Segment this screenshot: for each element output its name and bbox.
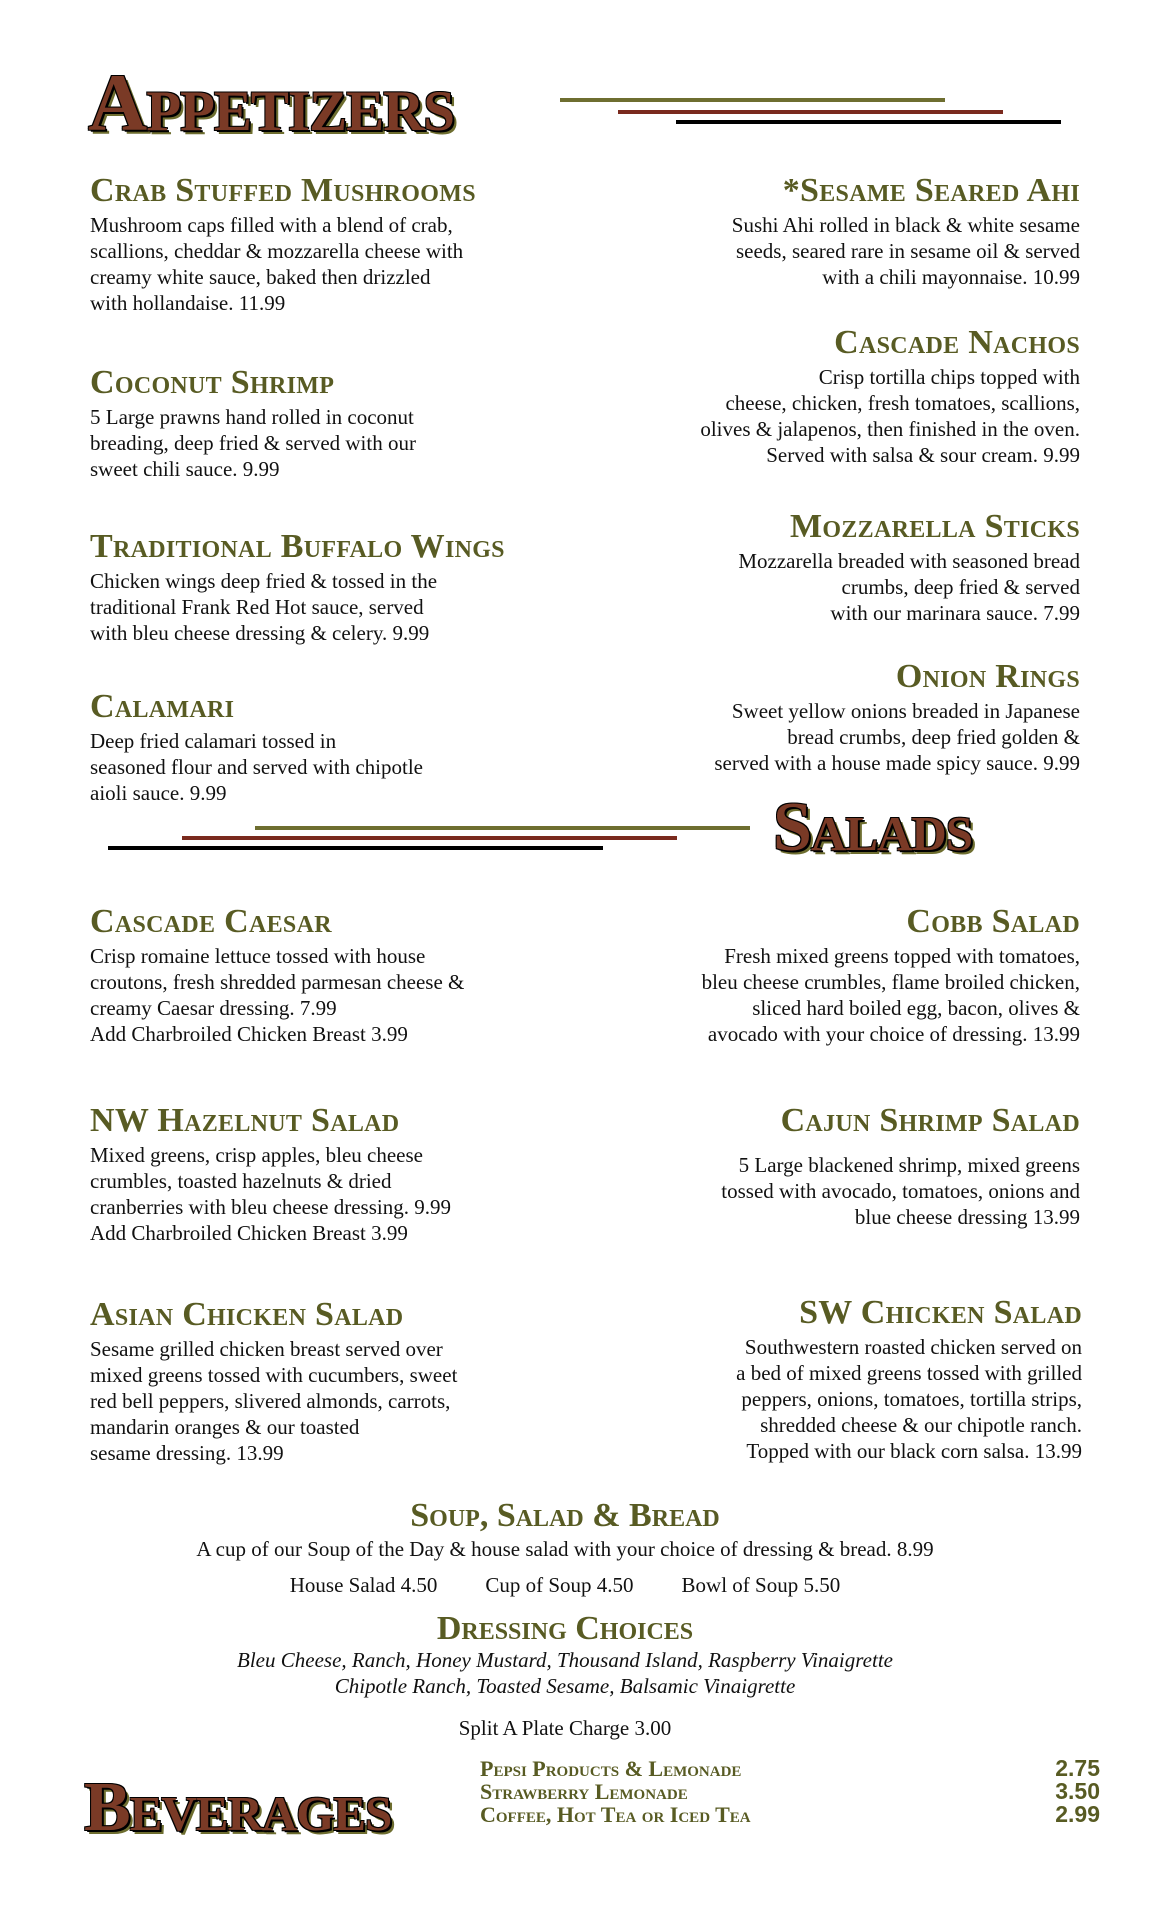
decorative-rule-olive [255, 826, 750, 830]
beverage-name: Strawberry Lemonade [480, 1779, 688, 1804]
item-name: Cascade Caesar [90, 903, 332, 940]
menu-item-nw-hazelnut-salad [90, 1104, 550, 1246]
dressing-choices-section [0, 1611, 1130, 1741]
beverage-row [480, 1757, 1100, 1780]
decorative-rule-maroon [182, 836, 677, 840]
menu-item-onion-rings [620, 660, 1080, 776]
appetizers-title: Appetizers [88, 57, 454, 148]
option-cup-of-soup: Cup of Soup 4.50 [485, 1573, 634, 1597]
item-description: 5 Large blackened shrimp, mixed greens tossed with avocado, tomatoes, onions and blue cheese dressing 13.99 [721, 1153, 1080, 1229]
menu-item-mozzarella-sticks [620, 510, 1080, 626]
beverage-row [480, 1803, 1100, 1826]
item-name: Traditional Buffalo Wings [90, 528, 505, 565]
item-name: Cobb Salad [906, 903, 1080, 940]
item-name: Crab Stuffed Mushrooms [90, 172, 476, 209]
decorative-rule-black [676, 120, 1061, 124]
menu-item-cascade-caesar [90, 905, 550, 1047]
salads-title: Salads [773, 789, 973, 866]
dressing-list-line-1: Bleu Cheese, Ranch, Honey Mustard, Thousand Island, Raspberry Vinaigrette [237, 1648, 893, 1672]
item-description: Crisp tortilla chips topped with cheese, chicken, fresh tomatoes, scallions, olives & jalapenos, then finished in the oven. Served with salsa & sour cream. 9.99 [700, 365, 1080, 467]
decorative-rule-maroon [618, 110, 1003, 114]
menu-item-calamari [90, 690, 550, 806]
menu-item-crab-stuffed-mushrooms [90, 174, 550, 316]
item-description: Southwestern roasted chicken served on a bed of mixed greens tossed with grilled peppers, onions, tomatoes, tortilla strips, shredded cheese & our chipotle ranch. Topped with our black corn salsa. 13.99 [736, 1335, 1082, 1463]
item-name: Cajun Shrimp Salad [780, 1102, 1080, 1139]
soup-salad-options [0, 1572, 1130, 1598]
decorative-rule-black [108, 846, 603, 850]
item-name: SW Chicken Salad [799, 1294, 1082, 1331]
item-name: NW Hazelnut Salad [90, 1102, 400, 1139]
item-name: Coconut Shrimp [90, 364, 335, 401]
beverage-name: Pepsi Products & Lemonade [480, 1756, 742, 1781]
item-description: Sweet yellow onions breaded in Japanese bread crumbs, deep fried golden & served with a house made spicy sauce. 9.99 [714, 699, 1080, 775]
decorative-rule-olive [560, 98, 945, 102]
menu-item-cajun-shrimp-salad [620, 1104, 1080, 1230]
item-description: Mushroom caps filled with a blend of crab, scallions, cheddar & mozzarella cheese with creamy white sauce, baked then drizzled with hollandaise. 11.99 [90, 213, 464, 315]
section-heading: Soup, Salad & Bread [410, 1497, 720, 1534]
item-description: Crisp romaine lettuce tossed with house croutons, fresh shredded parmesan cheese & creamy Caesar dressing. 7.99 Add Charbroiled Chicken Breast 3.99 [90, 944, 465, 1046]
item-description: Mozzarella breaded with seasoned bread crumbs, deep fried & served with our marinara sauce. 7.99 [738, 549, 1080, 625]
item-description: Deep fried calamari tossed in seasoned flour and served with chipotle aioli sauce. 9.99 [90, 729, 423, 805]
beverage-list [480, 1757, 1100, 1826]
item-description: Chicken wings deep fried & tossed in the traditional Frank Red Hot sauce, served with bleu cheese dressing & celery. 9.99 [90, 569, 438, 645]
item-description: Fresh mixed greens topped with tomatoes, bleu cheese crumbles, flame broiled chicken, sliced hard boiled egg, bacon, olives & avocado with your choice of dressing. 13.99 [701, 944, 1080, 1046]
item-name: Cascade Nachos [834, 324, 1080, 361]
item-name: Asian Chicken Salad [90, 1296, 404, 1333]
beverage-price: 2.99 [1055, 1801, 1100, 1827]
beverage-price: 2.75 [1055, 1755, 1100, 1781]
soup-salad-bread-section [0, 1498, 1130, 1598]
option-house-salad: House Salad 4.50 [289, 1573, 438, 1597]
section-heading: Dressing Choices [436, 1610, 694, 1647]
split-plate-charge: Split A Plate Charge 3.00 [458, 1716, 672, 1740]
combo-description: A cup of our Soup of the Day & house salad with your choice of dressing & bread. 8.99 [196, 1537, 934, 1561]
beverage-row [480, 1780, 1100, 1803]
beverage-name: Coffee, Hot Tea or Iced Tea [480, 1802, 751, 1827]
item-description: Mixed greens, crisp apples, bleu cheese crumbles, toasted hazelnuts & dried cranberries with bleu cheese dressing. 9.99 Add Charbroiled Chicken Breast 3.99 [90, 1143, 451, 1245]
menu-item-cobb-salad [620, 905, 1080, 1047]
beverages-title: Beverages [84, 1769, 392, 1846]
item-name: Calamari [90, 688, 235, 725]
menu-item-sesame-seared-ahi [620, 174, 1080, 290]
item-name: *Sesame Seared Ahi [782, 172, 1080, 209]
menu-item-cascade-nachos [620, 326, 1080, 468]
menu-item-coconut-shrimp [90, 366, 550, 482]
item-description: Sushi Ahi rolled in black & white sesame seeds, seared rare in sesame oil & served with a chili mayonnaise. 10.99 [731, 213, 1080, 289]
item-description: 5 Large prawns hand rolled in coconut breading, deep fried & served with our sweet chili sauce. 9.99 [90, 405, 416, 481]
option-bowl-of-soup: Bowl of Soup 5.50 [681, 1573, 841, 1597]
item-name: Onion Rings [895, 658, 1080, 695]
item-description: Sesame grilled chicken breast served over mixed greens tossed with cucumbers, sweet red bell peppers, slivered almonds, carrots, mandarin oranges & our toasted sesame dressing. 13.99 [90, 1337, 458, 1465]
dressing-list-line-2: Chipotle Ranch, Toasted Sesame, Balsamic Vinaigrette [334, 1674, 796, 1698]
item-name: Mozzarella Sticks [790, 508, 1080, 545]
menu-item-buffalo-wings [90, 530, 550, 646]
menu-item-asian-chicken-salad [90, 1298, 550, 1466]
menu-item-sw-chicken-salad [622, 1296, 1082, 1464]
beverage-price: 3.50 [1055, 1778, 1100, 1804]
